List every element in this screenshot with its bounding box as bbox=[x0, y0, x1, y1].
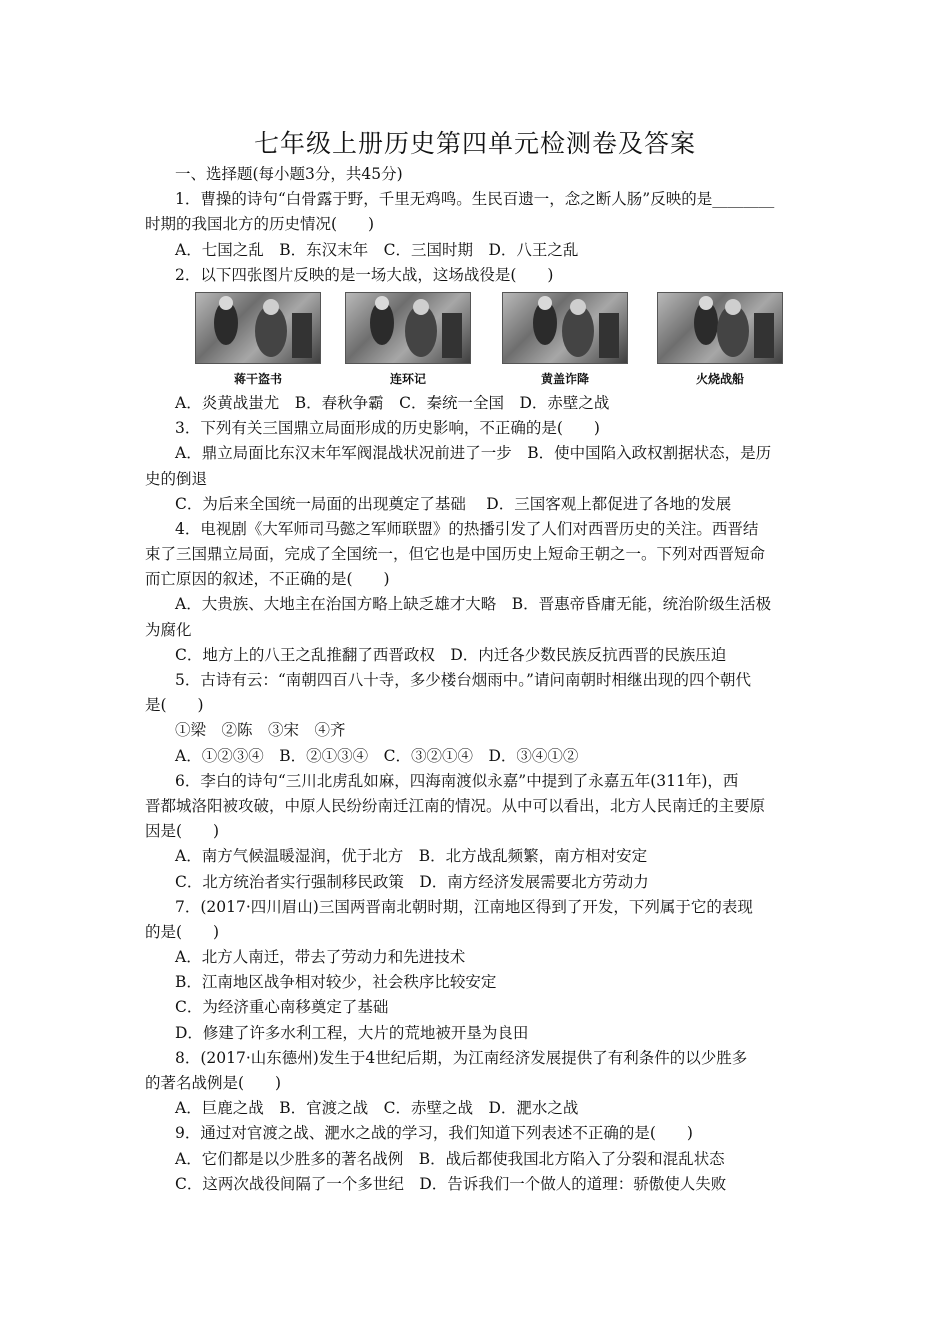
text-line: B．江南地区战争相对较少，社会秩序比较安定 bbox=[175, 973, 497, 992]
page-title: 七年级上册历史第四单元检测卷及答案 bbox=[253, 129, 696, 158]
text-line: 8．(2017·山东德州)发生于4世纪后期，为江南经济发展提供了有利条件的以少胜多 bbox=[175, 1048, 748, 1067]
text-line: A．大贵族、大地主在治国方略上缺乏雄才大略 B．晋惠帝昏庸无能，统治阶级生活极 bbox=[175, 595, 772, 614]
text-line: C．北方统治者实行强制移民政策 D．南方经济发展需要北方劳动力 bbox=[175, 872, 649, 891]
text-line: 4．电视剧《大军师司马懿之军师联盟》的热播引发了人们对西晋历史的关注。西晋结 bbox=[175, 519, 759, 538]
figure-caption: 蒋干盗书 bbox=[233, 371, 282, 386]
figure-silhouette bbox=[292, 313, 312, 358]
figure-silhouette bbox=[599, 313, 619, 358]
text-line: 5．古诗有云：“南朝四百八十寺，多少楼台烟雨中。”请问南朝时相继出现的四个朝代 bbox=[175, 671, 751, 689]
text-line: C．这两次战役间隔了一个多世纪 D．告诉我们一个做人的道理：骄傲使人失败 bbox=[175, 1174, 727, 1193]
text-line: 而亡原因的叙述，不正确的是( ) bbox=[145, 570, 390, 589]
battle-scene-art bbox=[346, 293, 470, 363]
figure-4 bbox=[657, 292, 783, 387]
figure-3 bbox=[502, 292, 628, 387]
text-line: C．为后来全国统一局面的出现奠定了基础 D．三国客观上都促进了各地的发展 bbox=[175, 494, 732, 513]
figure-2 bbox=[345, 292, 471, 387]
text-line: A．炎黄战蚩尤 B．春秋争霸 C．秦统一全国 D．赤壁之战 bbox=[175, 393, 610, 412]
battle-scene-icon bbox=[345, 292, 471, 364]
text-line: A．北方人南迁，带去了劳动力和先进技术 bbox=[175, 948, 466, 967]
battle-scene-art bbox=[196, 293, 320, 363]
battle-scene-icon bbox=[502, 292, 628, 364]
text-line: 7．(2017·四川眉山)三国两晋南北朝时期，江南地区得到了开发，下列属于它的表现 bbox=[175, 897, 753, 916]
text-line: A．七国之乱 B．东汉末年 C．三国时期 D．八王之乱 bbox=[175, 240, 579, 259]
text-line: 的是( ) bbox=[145, 922, 220, 941]
figure-silhouette bbox=[699, 296, 713, 310]
figure-caption: 连环记 bbox=[389, 371, 426, 386]
text-line: A．它们都是以少胜多的著名战例 B．战后都使我国北方陷入了分裂和混乱状态 bbox=[175, 1149, 725, 1168]
text-line: 9．通过对官渡之战、淝水之战的学习，我们知道下列表述不正确的是( ) bbox=[175, 1124, 693, 1143]
text-line: A．鼎立局面比东汉末年军阀混战状况前进了一步 B．使中国陷入政权割据状态，是历 bbox=[175, 444, 772, 463]
text-line: 6．李白的诗句“三川北虏乱如麻，四海南渡似永嘉”中提到了永嘉五年(311年)，西 bbox=[175, 771, 739, 790]
battle-scene-art bbox=[658, 293, 782, 363]
battle-scene-icon bbox=[195, 292, 321, 364]
figure-silhouette bbox=[263, 299, 279, 315]
question-block-top bbox=[145, 162, 805, 288]
text-line: 1．曹操的诗句“白骨露于野，千里无鸡鸣。生民百遗一，念之断人肠”反映的是________ bbox=[175, 190, 775, 209]
text-line: 的著名战例是( ) bbox=[145, 1074, 282, 1092]
figure-silhouette bbox=[725, 299, 741, 315]
figure-silhouette bbox=[413, 299, 429, 315]
figure-silhouette bbox=[375, 296, 389, 310]
figure-caption: 火烧战船 bbox=[695, 371, 744, 386]
text-line: 是( ) bbox=[145, 696, 204, 715]
text-line: C．地方上的八王之乱推翻了西晋政权 D．内迁各少数民族反抗西晋的民族压迫 bbox=[175, 645, 727, 664]
figure-1 bbox=[195, 292, 321, 387]
text-line: 史的倒退 bbox=[145, 469, 208, 488]
question-block-main bbox=[145, 391, 805, 1197]
text-line: 为腐化 bbox=[145, 620, 192, 639]
figure-silhouette bbox=[219, 296, 233, 310]
battle-scene-art bbox=[503, 293, 627, 363]
text-line: A．①②③④ B．②①③④ C．③②①④ D．③④①② bbox=[175, 746, 579, 765]
text-line: 时期的我国北方的历史情况( ) bbox=[145, 215, 375, 234]
exam-content bbox=[145, 162, 805, 1197]
figure-caption: 黄盖诈降 bbox=[540, 371, 589, 386]
figure-silhouette bbox=[570, 299, 586, 315]
text-line: D．修建了许多水利工程，大片的荒地被开垦为良田 bbox=[175, 1023, 529, 1042]
figure-silhouette bbox=[754, 313, 774, 358]
text-line: ①梁 ②陈 ③宋 ④齐 bbox=[175, 721, 346, 740]
text-line: 2．以下四张图片反映的是一场大战，这场战役是( ) bbox=[175, 265, 554, 284]
text-line: C．为经济重心南移奠定了基础 bbox=[175, 998, 389, 1017]
text-line: A．巨鹿之战 B．官渡之战 C．赤壁之战 D．淝水之战 bbox=[175, 1099, 579, 1118]
text-line: 3．下列有关三国鼎立局面形成的历史影响，不正确的是( ) bbox=[175, 419, 600, 438]
text-line: A．南方气候温暖湿润，优于北方 B．北方战乱频繁，南方相对安定 bbox=[175, 847, 648, 866]
text-line: 一、选择题(每小题3分，共45分) bbox=[175, 165, 403, 183]
battle-scene-icon bbox=[657, 292, 783, 364]
figure-silhouette bbox=[442, 313, 462, 358]
figure-silhouette bbox=[538, 296, 552, 310]
text-line: 束了三国鼎立局面，完成了全国统一，但它也是中国历史上短命王朝之一。下列对西晋短命 bbox=[145, 545, 766, 564]
text-line: 因是( ) bbox=[145, 822, 220, 841]
figure-row bbox=[145, 292, 805, 387]
text-line: 晋都城洛阳被攻破，中原人民纷纷南迁江南的情况。从中可以看出，北方人民南迁的主要原 bbox=[145, 796, 766, 815]
